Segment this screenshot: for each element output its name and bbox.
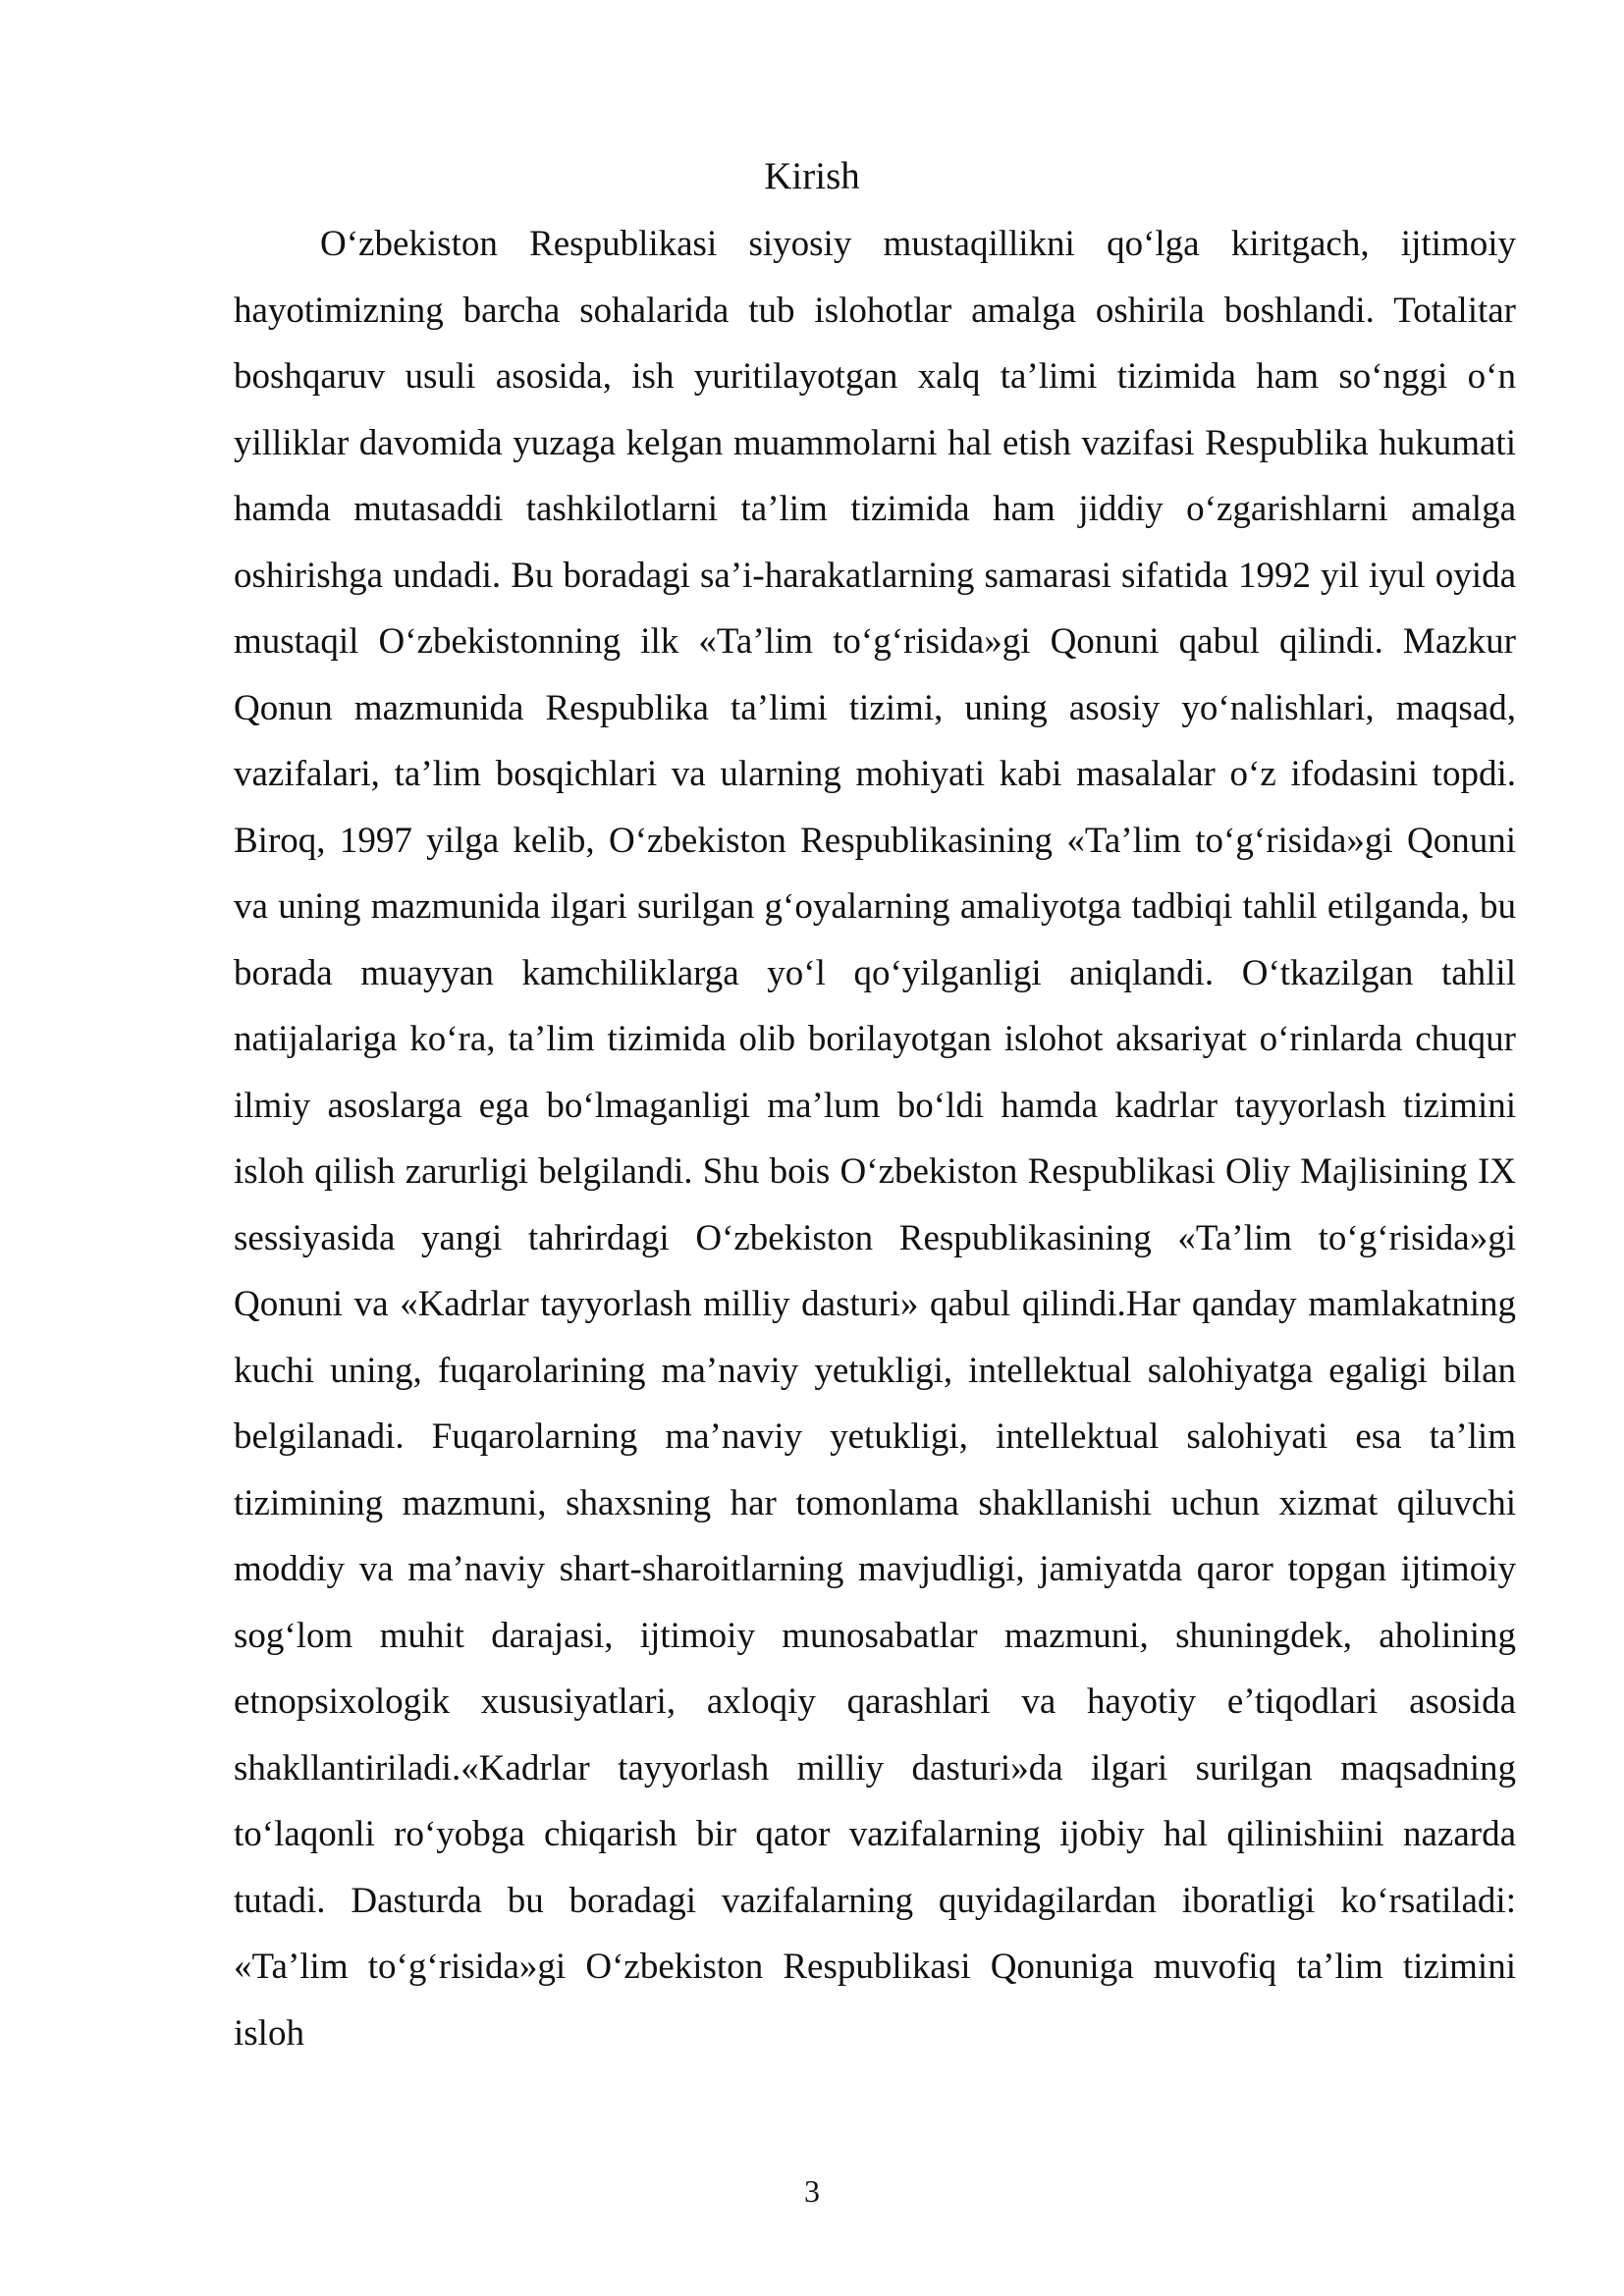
section-heading: Kirish	[764, 155, 860, 197]
page-number: 3	[804, 2173, 820, 2209]
body-paragraph: O‘zbekiston Respublikasi siyosiy mustaqillikni qo‘lga kiritgach, ijtimoiy hayotimizning barcha sohalarida tub islohotlar amalga oshirila boshlandi. Totalitar boshqaruv usuli asosida, ish yuritilayotgan xalq ta’limi tizimida ham so‘nggi o‘n yilliklar davomida yuzaga kelgan muammolarni hal etish vazifasi Respublika hukumati hamda mutasaddi tashkilotlarni ta’lim tizimida ham jiddiy o‘zgarishlarni amalga oshirishga undadi. Bu boradagi sa’i-harakatlarning samarasi sifatida 1992 yil iyul oyida mustaqil O‘zbekistonning ilk «Ta’lim to‘g‘risida»gi Qonuni qabul qilindi. Mazkur Qonun mazmunida Respublika ta’limi tizimi, uning asosiy yo‘nalishlari, maqsad, vazifalari, ta’lim bosqichlari va ularning mohiyati kabi masalalar o‘z ifodasini topdi. Biroq, 1997 yilga kelib, O‘zbekiston Respublikasining «Ta’lim to‘g‘risida»gi Qonuni va uning mazmunida ilgari surilgan g‘oyalarning amaliyotga tadbiqi tahlil etilganda, bu borada muayyan kamchiliklarga yo‘l qo‘yilganligi aniqlandi. O‘tkazilgan tahlil natijalariga ko‘ra, ta’lim tizimida olib borilayotgan islohot aksariyat o‘rinlarda chuqur ilmiy asoslarga ega bo‘lmaganligi ma’lum bo‘ldi hamda kadrlar tayyorlash tizimini isloh qilish zarurligi belgilandi. Shu bois O‘zbekiston Respublikasi Oliy Majlisining IX sessiyasida yangi tahrirdagi O‘zbekiston Respublikasining «Ta’lim to‘g‘risida»gi Qonuni va «Kadrlar tayyorlash milliy dasturi» qabul qilindi.Har qanday mamlakatning kuchi uning, fuqarolarining ma’naviy yetukligi, intellektual salohiyatga egaligi bilan belgilanadi. Fuqarolarning ma’naviy yetukligi, intellektual salohiyati esa ta’lim tizimining mazmuni, shaxsning har tomonlama shakllanishi uchun xizmat qiluvchi moddiy va ma’naviy shart-sharoitlarning mavjudligi, jamiyatda qaror topgan ijtimoiy sog‘lom muhit darajasi, ijtimoiy munosabatlar mazmuni, shuningdek, aholining etnopsixologik xususiyatlari, axloqiy qarashlari va hayotiy e’tiqodlari asosida shakllantiriladi.«Kadrlar tayyorlash milliy dasturi»da ilgari surilgan maqsadning to‘laqonli ro‘yobga chiqarish bir qator vazifalarning ijobiy hal qilinishiini nazarda tutadi. Dasturda bu boradagi vazifalarning quyidagilardan iboratligi ko‘rsatiladi: «Ta’lim to‘g‘risida»gi O‘zbekiston Respublikasi Qonuniga muvofiq ta’lim tizimini isloh	[234, 224, 1516, 2054]
